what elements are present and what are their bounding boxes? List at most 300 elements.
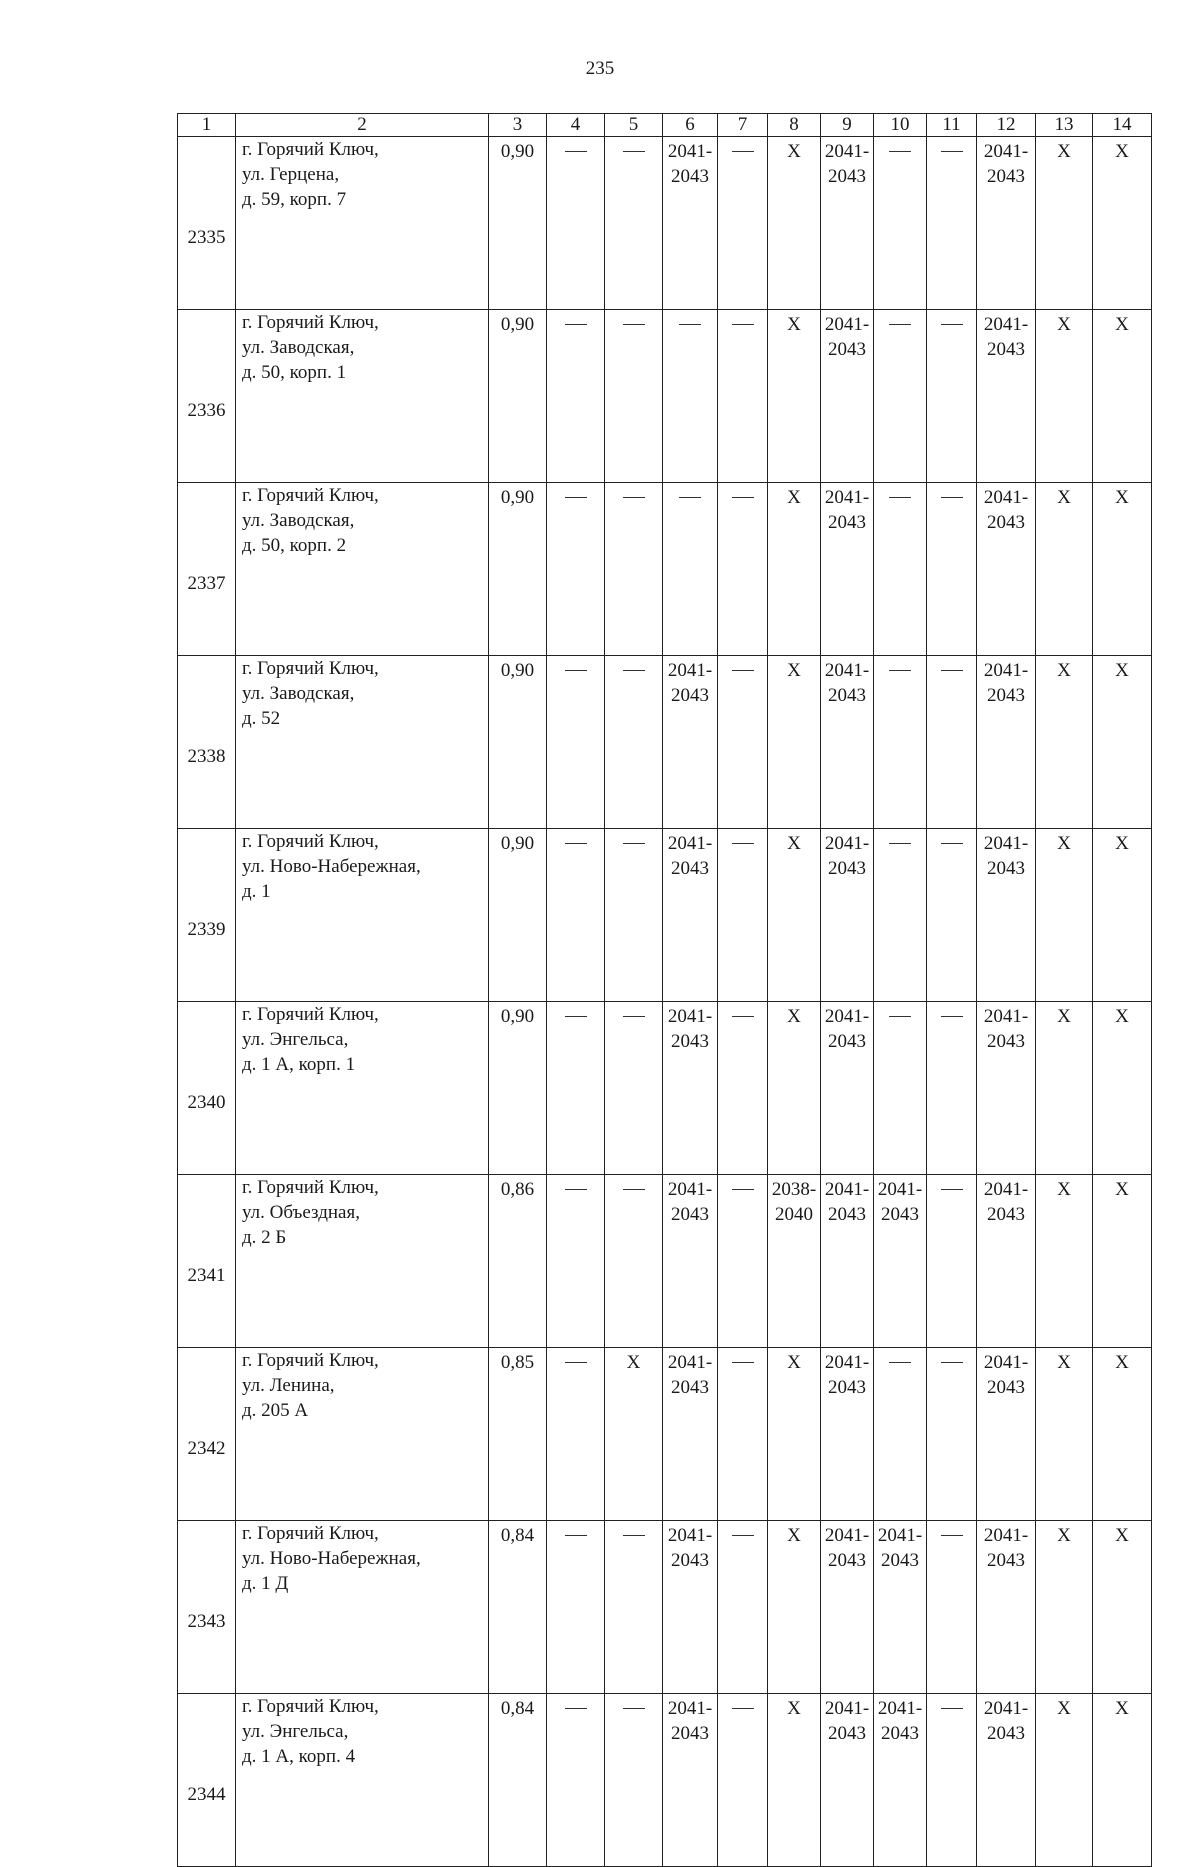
value-line: X: [1115, 314, 1129, 335]
address-cell: [236, 1348, 489, 1521]
value-cell-col-10: [874, 310, 927, 483]
value-cell-col-11: [927, 310, 977, 483]
address-cell: [236, 1175, 489, 1348]
value-cell-col-12: [977, 656, 1036, 829]
value-cell-col-7: [718, 310, 768, 483]
dash-mark: [623, 670, 645, 671]
value-cell-col-14: [1093, 1002, 1152, 1175]
dash-mark: [941, 1362, 963, 1363]
value-cell-col-4: [547, 137, 605, 310]
column-header-2: 2: [236, 114, 489, 137]
value-cell-col-14: [1093, 1348, 1152, 1521]
dash-mark: [732, 1016, 754, 1017]
value-line: X: [1057, 1179, 1071, 1200]
value-line: X: [787, 1352, 801, 1373]
value-cell-col-13: [1036, 1521, 1093, 1694]
value-cell-col-13: [1036, 1348, 1093, 1521]
dash-mark: [941, 497, 963, 498]
value-cell-col-10: [874, 829, 927, 1002]
value-line: 2041-: [877, 1698, 923, 1719]
address-line: г. Горячий Ключ,: [242, 312, 379, 333]
value-line: 2041-: [983, 314, 1029, 335]
value-line: 2043: [987, 1031, 1025, 1052]
value-line: 2043: [671, 166, 709, 187]
value-cell-col-12: [977, 1002, 1036, 1175]
value-line: 2043: [987, 1550, 1025, 1571]
value-line: X: [787, 1698, 801, 1719]
value-line: 2041-: [667, 141, 713, 162]
value-cell-col-7: [718, 1694, 768, 1867]
value-cell-col-7: [718, 1348, 768, 1521]
value-cell-col-10: [874, 1002, 927, 1175]
dash-mark: [941, 324, 963, 325]
address-line: д. 1 А, корп. 1: [242, 1054, 356, 1075]
dash-mark: [732, 497, 754, 498]
value-cell-col-7: [718, 1002, 768, 1175]
value-line: 2041-: [983, 1179, 1029, 1200]
value-cell-col-8: [768, 1694, 821, 1867]
address-cell: [236, 310, 489, 483]
column-header-7: 7: [718, 114, 768, 137]
coefficient-cell: 0,90: [489, 483, 547, 656]
value-line: X: [1057, 314, 1071, 335]
value-cell-col-9: [821, 483, 874, 656]
dash-mark: [732, 1535, 754, 1536]
table-row: [178, 656, 1152, 829]
dash-mark: [889, 843, 911, 844]
coefficient-cell: 0,86: [489, 1175, 547, 1348]
dash-mark: [732, 843, 754, 844]
address-line: ул. Ленина,: [242, 1375, 335, 1396]
value-cell-col-6: [663, 1521, 718, 1694]
value-cell-col-4: [547, 1694, 605, 1867]
value-cell-col-8: [768, 1002, 821, 1175]
value-line: X: [1057, 1352, 1071, 1373]
value-cell-col-8: [768, 137, 821, 310]
value-line: 2043: [828, 1550, 866, 1571]
value-cell-col-8: [768, 310, 821, 483]
value-cell-col-14: [1093, 1694, 1152, 1867]
value-cell-col-7: [718, 1175, 768, 1348]
value-line: X: [787, 660, 801, 681]
value-cell-col-11: [927, 1694, 977, 1867]
value-line: X: [787, 1525, 801, 1546]
value-cell-col-11: [927, 829, 977, 1002]
value-cell-col-13: [1036, 310, 1093, 483]
value-line: 2043: [828, 166, 866, 187]
value-line: X: [1115, 1006, 1129, 1027]
value-cell-col-6: [663, 829, 718, 1002]
value-cell-col-12: [977, 483, 1036, 656]
address-line: г. Горячий Ключ,: [242, 1696, 379, 1717]
dash-mark: [889, 670, 911, 671]
value-line: 2041-: [667, 1698, 713, 1719]
address-line: д. 1 А, корп. 4: [242, 1746, 356, 1767]
value-line: X: [787, 141, 801, 162]
address-cell: [236, 1521, 489, 1694]
value-cell-col-8: [768, 483, 821, 656]
value-cell-col-9: [821, 1002, 874, 1175]
value-cell-col-13: [1036, 1694, 1093, 1867]
row-number: 2344: [178, 1694, 236, 1867]
value-cell-col-4: [547, 1348, 605, 1521]
dash-mark: [941, 1708, 963, 1709]
address-line: ул. Заводская,: [242, 683, 355, 704]
value-cell-col-11: [927, 483, 977, 656]
table-row: [178, 1521, 1152, 1694]
row-number: 2343: [178, 1521, 236, 1694]
value-cell-col-10: [874, 1521, 927, 1694]
value-line: X: [1115, 833, 1129, 854]
coefficient-cell: 0,90: [489, 137, 547, 310]
value-line: 2041-: [824, 660, 870, 681]
value-line: 2041-: [877, 1525, 923, 1546]
value-line: X: [1115, 1698, 1129, 1719]
value-cell-col-8: [768, 1521, 821, 1694]
value-line: X: [787, 314, 801, 335]
value-line: 2041-: [983, 1352, 1029, 1373]
value-cell-col-5: [605, 1694, 663, 1867]
value-cell-col-9: [821, 656, 874, 829]
address-line: ул. Герцена,: [242, 164, 340, 185]
value-cell-col-14: [1093, 1521, 1152, 1694]
value-line: 2043: [671, 1377, 709, 1398]
dash-mark: [941, 670, 963, 671]
dash-mark: [565, 497, 587, 498]
value-line: 2041-: [824, 833, 870, 854]
value-line: 2041-: [983, 1006, 1029, 1027]
value-cell-col-9: [821, 829, 874, 1002]
row-number: 2338: [178, 656, 236, 829]
value-line: X: [1115, 1525, 1129, 1546]
value-line: 2043: [881, 1723, 919, 1744]
value-cell-col-7: [718, 1521, 768, 1694]
value-line: 2043: [987, 166, 1025, 187]
register-table: [177, 113, 1152, 1867]
value-line: 2043: [671, 1031, 709, 1052]
address-line: д. 2 Б: [242, 1227, 287, 1248]
value-cell-col-5: [605, 1348, 663, 1521]
value-line: 2038-: [771, 1179, 817, 1200]
address-cell: [236, 1694, 489, 1867]
value-line: 2043: [671, 1204, 709, 1225]
dash-mark: [565, 843, 587, 844]
dash-mark: [941, 151, 963, 152]
value-line: 2041-: [824, 1179, 870, 1200]
value-cell-col-11: [927, 1175, 977, 1348]
value-cell-col-6: [663, 1175, 718, 1348]
value-line: 2043: [987, 512, 1025, 533]
value-cell-col-6: [663, 137, 718, 310]
address-cell: [236, 829, 489, 1002]
address-line: ул. Объездная,: [242, 1202, 360, 1223]
address-line: д. 205 А: [242, 1400, 309, 1421]
value-line: 2041-: [667, 1179, 713, 1200]
address-line: ул. Ново-Набережная,: [242, 856, 421, 877]
table-body: [178, 114, 1152, 1867]
value-cell-col-13: [1036, 137, 1093, 310]
value-cell-col-4: [547, 483, 605, 656]
value-line: 2041-: [824, 1525, 870, 1546]
dash-mark: [679, 497, 701, 498]
address-cell: [236, 656, 489, 829]
value-cell-col-14: [1093, 656, 1152, 829]
dash-mark: [565, 670, 587, 671]
dash-mark: [732, 1189, 754, 1190]
value-line: 2041-: [983, 1525, 1029, 1546]
value-cell-col-12: [977, 310, 1036, 483]
value-line: X: [1057, 1525, 1071, 1546]
value-cell-col-14: [1093, 1175, 1152, 1348]
value-cell-col-11: [927, 656, 977, 829]
value-line: X: [1057, 660, 1071, 681]
header-row: [178, 114, 1152, 137]
value-cell-col-14: [1093, 829, 1152, 1002]
value-line: 2043: [881, 1550, 919, 1571]
value-cell-col-10: [874, 1694, 927, 1867]
value-line: 2043: [987, 858, 1025, 879]
value-cell-col-8: [768, 1348, 821, 1521]
address-line: ул. Заводская,: [242, 337, 355, 358]
value-cell-col-9: [821, 1694, 874, 1867]
value-cell-col-7: [718, 137, 768, 310]
row-number: 2336: [178, 310, 236, 483]
dash-mark: [623, 1535, 645, 1536]
value-cell-col-6: [663, 1348, 718, 1521]
dash-mark: [732, 670, 754, 671]
dash-mark: [941, 1016, 963, 1017]
dash-mark: [623, 497, 645, 498]
dash-mark: [565, 324, 587, 325]
dash-mark: [732, 1362, 754, 1363]
value-line: 2041-: [667, 833, 713, 854]
value-cell-col-6: [663, 1694, 718, 1867]
dash-mark: [623, 324, 645, 325]
value-cell-col-5: [605, 656, 663, 829]
value-line: X: [1057, 1006, 1071, 1027]
table-row: [178, 1175, 1152, 1348]
column-header-5: 5: [605, 114, 663, 137]
dash-mark: [623, 1708, 645, 1709]
value-line: 2043: [987, 1377, 1025, 1398]
value-line: 2041-: [824, 1352, 870, 1373]
value-cell-col-8: [768, 1175, 821, 1348]
value-line: 2041-: [667, 660, 713, 681]
row-number: 2335: [178, 137, 236, 310]
value-cell-col-6: [663, 483, 718, 656]
value-cell-col-11: [927, 1348, 977, 1521]
value-line: X: [1115, 141, 1129, 162]
value-line: 2041-: [667, 1525, 713, 1546]
value-cell-col-9: [821, 137, 874, 310]
value-line: X: [1057, 833, 1071, 854]
dash-mark: [941, 1535, 963, 1536]
value-cell-col-7: [718, 829, 768, 1002]
dash-mark: [623, 1189, 645, 1190]
value-line: 2043: [987, 1204, 1025, 1225]
dash-mark: [732, 1708, 754, 1709]
value-line: 2043: [671, 1723, 709, 1744]
value-cell-col-10: [874, 483, 927, 656]
value-line: 2043: [987, 339, 1025, 360]
address-line: г. Горячий Ключ,: [242, 1004, 379, 1025]
value-cell-col-10: [874, 656, 927, 829]
value-line: 2041-: [667, 1352, 713, 1373]
dash-mark: [565, 1708, 587, 1709]
address-line: г. Горячий Ключ,: [242, 1523, 379, 1544]
address-line: ул. Ново-Набережная,: [242, 1548, 421, 1569]
address-line: ул. Заводская,: [242, 510, 355, 531]
value-line: 2043: [828, 1723, 866, 1744]
value-line: 2043: [828, 1031, 866, 1052]
value-line: X: [1057, 487, 1071, 508]
value-cell-col-5: [605, 483, 663, 656]
value-cell-col-12: [977, 1521, 1036, 1694]
dash-mark: [732, 151, 754, 152]
value-cell-col-14: [1093, 310, 1152, 483]
value-cell-col-7: [718, 483, 768, 656]
value-cell-col-6: [663, 310, 718, 483]
value-line: 2043: [828, 858, 866, 879]
value-cell-col-13: [1036, 656, 1093, 829]
address-cell: [236, 137, 489, 310]
value-line: X: [1115, 1179, 1129, 1200]
dash-mark: [565, 1189, 587, 1190]
address-cell: [236, 483, 489, 656]
value-line: X: [1115, 1352, 1129, 1373]
row-number: 2342: [178, 1348, 236, 1521]
value-line: 2041-: [983, 1698, 1029, 1719]
coefficient-cell: 0,85: [489, 1348, 547, 1521]
dash-mark: [565, 151, 587, 152]
value-line: X: [787, 833, 801, 854]
value-cell-col-5: [605, 829, 663, 1002]
value-line: 2041-: [824, 487, 870, 508]
column-header-1: 1: [178, 114, 236, 137]
value-line: 2041-: [983, 141, 1029, 162]
value-cell-col-12: [977, 1694, 1036, 1867]
address-line: д. 50, корп. 1: [242, 362, 347, 383]
value-cell-col-10: [874, 1175, 927, 1348]
value-line: 2041-: [824, 314, 870, 335]
address-line: д. 1 Д: [242, 1573, 289, 1594]
row-number: 2341: [178, 1175, 236, 1348]
address-line: г. Горячий Ключ,: [242, 139, 379, 160]
column-header-6: 6: [663, 114, 718, 137]
row-number: 2340: [178, 1002, 236, 1175]
value-line: X: [626, 1352, 641, 1373]
value-line: 2041-: [983, 833, 1029, 854]
value-cell-col-10: [874, 137, 927, 310]
value-line: 2043: [671, 685, 709, 706]
page-number: 235: [585, 58, 615, 79]
value-cell-col-12: [977, 1348, 1036, 1521]
value-line: X: [1115, 487, 1129, 508]
value-line: 2041-: [983, 487, 1029, 508]
value-cell-col-9: [821, 1521, 874, 1694]
table-row: [178, 483, 1152, 656]
value-cell-col-4: [547, 1002, 605, 1175]
value-line: X: [1057, 141, 1071, 162]
address-line: г. Горячий Ключ,: [242, 658, 379, 679]
value-cell-col-11: [927, 1521, 977, 1694]
value-cell-col-4: [547, 656, 605, 829]
dash-mark: [889, 151, 911, 152]
dash-mark: [623, 151, 645, 152]
table-row: [178, 829, 1152, 1002]
value-cell-col-7: [718, 656, 768, 829]
row-number: 2337: [178, 483, 236, 656]
table-row: [178, 1002, 1152, 1175]
value-cell-col-12: [977, 829, 1036, 1002]
coefficient-cell: 0,90: [489, 310, 547, 483]
value-cell-col-13: [1036, 1002, 1093, 1175]
value-line: X: [787, 1006, 801, 1027]
table-row: [178, 1694, 1152, 1867]
address-line: г. Горячий Ключ,: [242, 831, 379, 852]
column-header-8: 8: [768, 114, 821, 137]
value-line: 2043: [671, 858, 709, 879]
value-line: 2041-: [824, 1006, 870, 1027]
value-line: 2043: [828, 1377, 866, 1398]
coefficient-cell: 0,90: [489, 829, 547, 1002]
column-header-11: 11: [927, 114, 977, 137]
coefficient-cell: 0,84: [489, 1521, 547, 1694]
dash-mark: [623, 1016, 645, 1017]
value-line: 2043: [828, 1204, 866, 1225]
value-cell-col-4: [547, 310, 605, 483]
dash-mark: [941, 1189, 963, 1190]
value-line: 2043: [881, 1204, 919, 1225]
address-line: г. Горячий Ключ,: [242, 1177, 379, 1198]
value-cell-col-9: [821, 310, 874, 483]
value-cell-col-4: [547, 1175, 605, 1348]
dash-mark: [889, 497, 911, 498]
value-cell-col-9: [821, 1175, 874, 1348]
value-cell-col-12: [977, 1175, 1036, 1348]
address-line: ул. Энгельса,: [242, 1029, 349, 1050]
value-line: 2041-: [983, 660, 1029, 681]
table-row: [178, 1348, 1152, 1521]
table-row: [178, 310, 1152, 483]
value-cell-col-12: [977, 137, 1036, 310]
value-cell-col-13: [1036, 829, 1093, 1002]
value-line: 2043: [828, 685, 866, 706]
value-line: 2040: [775, 1204, 813, 1225]
value-cell-col-4: [547, 1521, 605, 1694]
column-header-10: 10: [874, 114, 927, 137]
dash-mark: [565, 1016, 587, 1017]
value-line: 2043: [987, 1723, 1025, 1744]
value-cell-col-5: [605, 1002, 663, 1175]
value-line: 2041-: [667, 1006, 713, 1027]
address-cell: [236, 1002, 489, 1175]
dash-mark: [889, 1362, 911, 1363]
address-line: д. 50, корп. 2: [242, 535, 347, 556]
value-line: X: [1115, 660, 1129, 681]
address-line: д. 59, корп. 7: [242, 189, 347, 210]
value-cell-col-11: [927, 137, 977, 310]
dash-mark: [679, 324, 701, 325]
value-line: 2043: [671, 1550, 709, 1571]
column-header-14: 14: [1093, 114, 1152, 137]
value-line: X: [1057, 1698, 1071, 1719]
value-cell-col-14: [1093, 137, 1152, 310]
dash-mark: [565, 1535, 587, 1536]
value-cell-col-13: [1036, 1175, 1093, 1348]
address-line: г. Горячий Ключ,: [242, 485, 379, 506]
dash-mark: [565, 1362, 587, 1363]
